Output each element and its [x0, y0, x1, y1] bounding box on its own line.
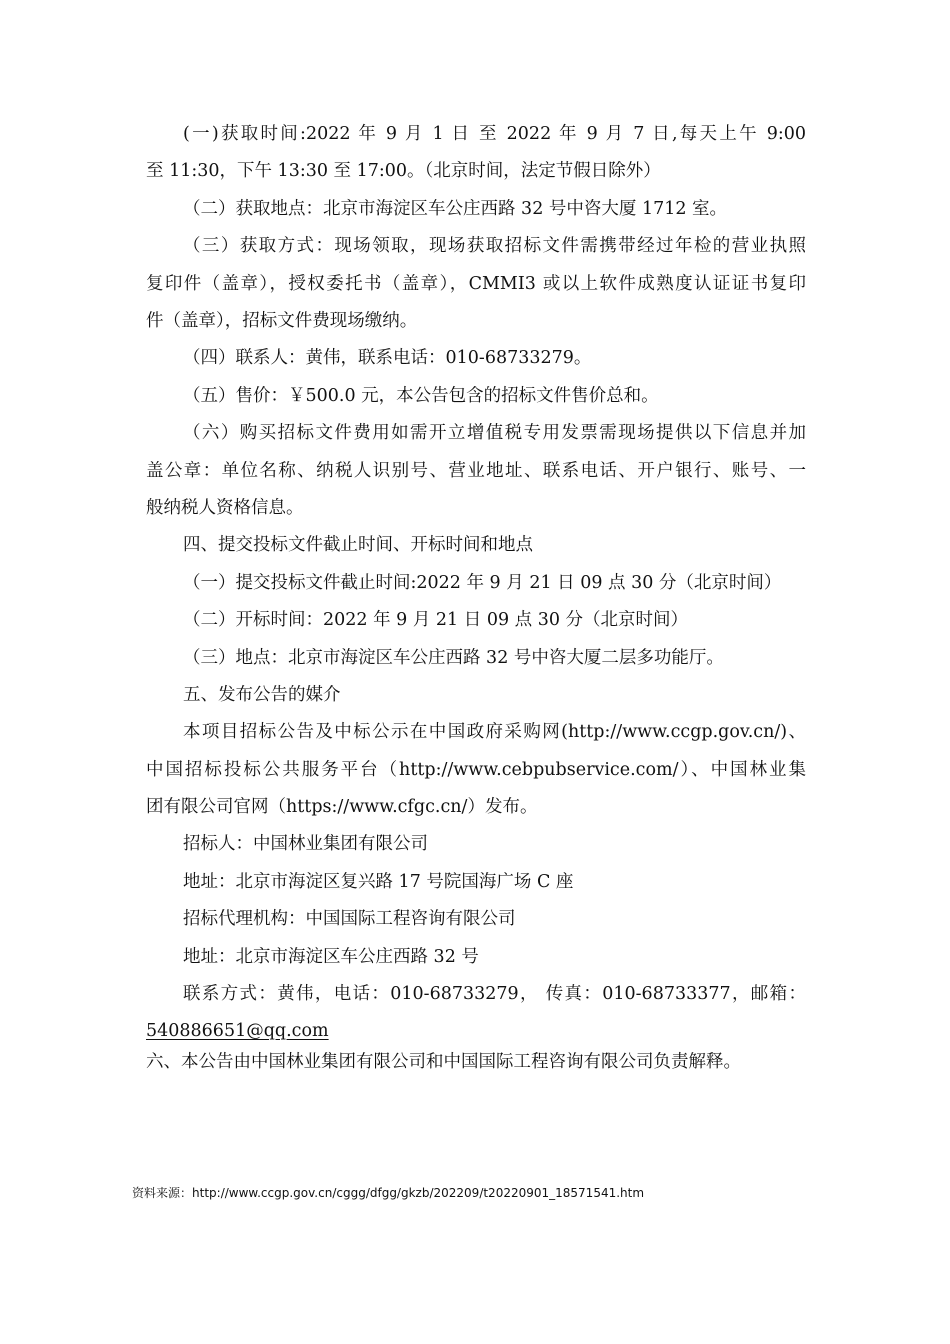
acquisition-location: （二）获取地点：北京市海淀区车公庄西路 32 号中咨大厦 1712 室。 — [183, 199, 728, 219]
price: （五）售价：￥500.0 元，本公告包含的招标文件售价总和。 — [183, 386, 659, 406]
acquisition-time-line-2: 至 11:30，下午 13:30 至 17:00。（北京时间，法定节假日除外） — [146, 161, 661, 181]
media-line-1: 本项目招标公告及中标公示在中国政府采购网(http://www.ccgp.gov.cn/)、 — [183, 722, 806, 742]
media-line-3: 团有限公司官网（https://www.cfgc.cn/）发布。 — [146, 797, 538, 817]
tenderer-address: 地址：北京市海淀区复兴路 17 号院国海广场 C 座 — [183, 872, 574, 892]
invoice-info-line-2: 盖公章：单位名称、纳税人识别号、营业地址、联系电话、开户银行、账号、一 — [146, 461, 806, 481]
bid-opening-time: （二）开标时间：2022 年 9 月 21 日 09 点 30 分（北京时间） — [183, 610, 689, 630]
invoice-info-line-1: （六）购买招标文件费用如需开立增值税专用发票需现场提供以下信息并加 — [183, 423, 806, 443]
contact-person: （四）联系人：黄伟，联系电话：010-68733279。 — [183, 348, 592, 368]
contact-email-link[interactable]: 540886651@qq.com — [146, 1021, 329, 1041]
media-line-2: 中国招标投标公共服务平台（http://www.cebpubservice.com/）、中国林业集 — [146, 760, 806, 780]
bid-location: （三）地点：北京市海淀区车公庄西路 32 号中咨大厦二层多功能厅。 — [183, 648, 724, 668]
acquisition-time-line-1: (一)获取时间:2022 年 9 月 1 日 至 2022 年 9 月 7 日,每天上午 9:00 — [183, 124, 806, 144]
section-heading-5: 五、发布公告的媒介 — [183, 685, 341, 705]
section-heading-4: 四、提交投标文件截止时间、开标时间和地点 — [183, 535, 533, 555]
bid-deadline: （一）提交投标文件截止时间:2022 年 9 月 21 日 09 点 30 分（北京时间） — [183, 573, 782, 593]
acquisition-method-line-2: 复印件（盖章），授权委托书（盖章），CMMI3 或以上软件成熟度认证证书复印 — [146, 274, 806, 294]
section-heading-6: 六、本公告由中国林业集团有限公司和中国国际工程咨询有限公司负责解释。 — [146, 1052, 741, 1072]
acquisition-method-line-1: （三）获取方式：现场领取，现场获取招标文件需携带经过年检的营业执照 — [183, 236, 806, 256]
tenderer: 招标人：中国林业集团有限公司 — [183, 834, 428, 854]
source-label: 资料来源： — [132, 1186, 193, 1200]
source-footer — [132, 1185, 644, 1201]
agency-address: 地址：北京市海淀区车公庄西路 32 号 — [183, 947, 479, 967]
contact-info: 联系方式：黄伟，电话：010-68733279， 传真：010-68733377，邮箱： — [183, 984, 806, 1004]
source-url: http://www.ccgp.gov.cn/cggg/dfgg/gkzb/202209/t20220901_18571541.htm — [192, 1186, 645, 1200]
agency: 招标代理机构：中国国际工程咨询有限公司 — [183, 909, 516, 929]
acquisition-method-line-3: 件（盖章），招标文件费现场缴纳。 — [146, 311, 418, 331]
invoice-info-line-3: 般纳税人资格信息。 — [146, 498, 304, 518]
